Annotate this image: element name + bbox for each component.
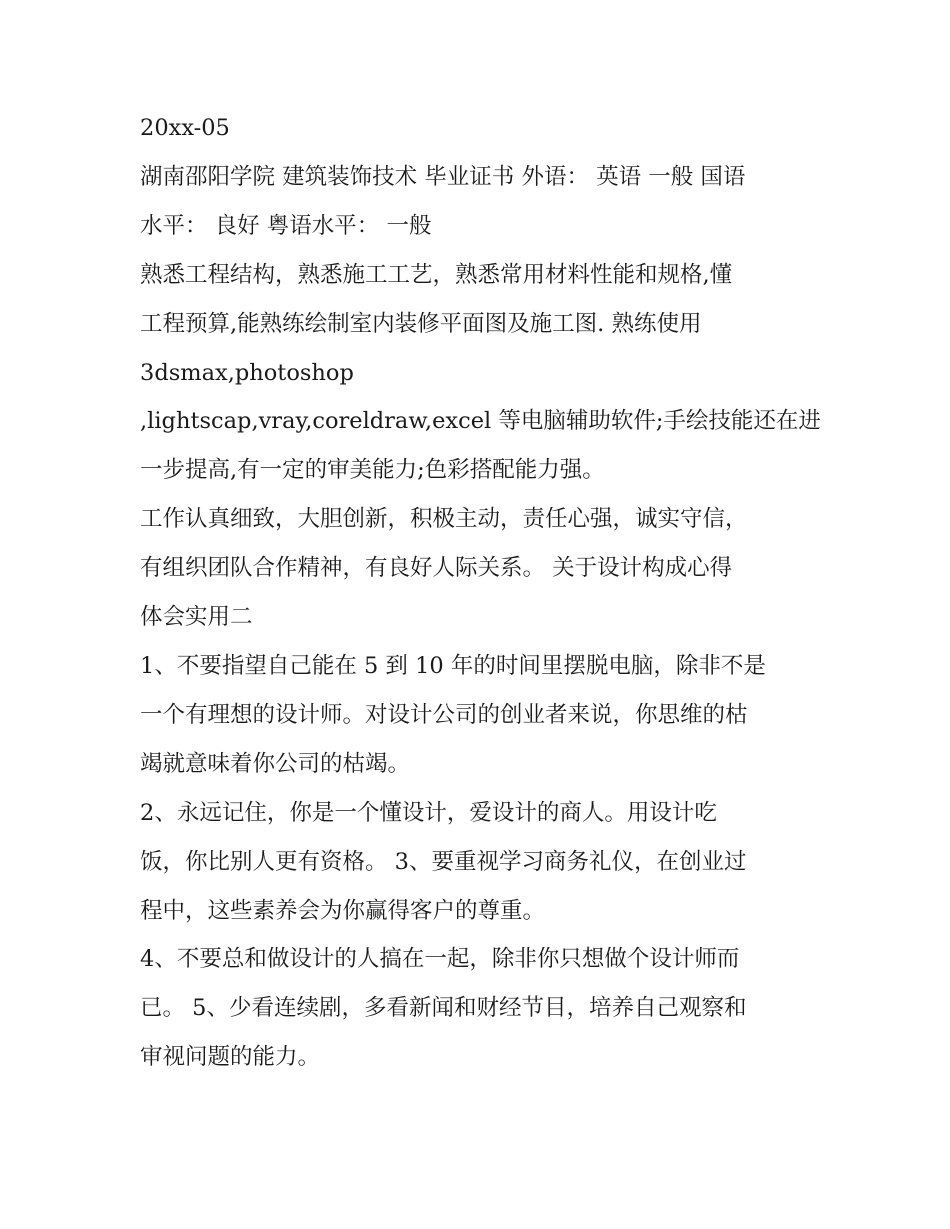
point-4-line-2: 已。 5、少看连续剧，多看新闻和财经节目，培养自己观察和 [140, 995, 747, 1022]
point-2-line-2: 饭，你比别人更有资格。 3、要重视学习商务礼仪，在创业过 [140, 848, 747, 875]
section-heading-line: 体会实用二 [140, 604, 253, 631]
point-5-line-1: 审视问题的能力。 [140, 1044, 321, 1071]
skills-line-4: ,lightscap,vray,coreldraw,excel 等电脑辅助软件;手绘技能还在进 [140, 408, 821, 435]
self-evaluation-line-2: 有组织团队合作精神，有良好人际关系。 关于设计构成心得 [140, 555, 733, 582]
education-line-2: 水平： 良好 粤语水平： 一般 [140, 212, 432, 239]
point-1-line-1: 1、不要指望自己能在 5 到 10 年的时间里摆脱电脑，除非不是 [140, 652, 766, 679]
skills-line-2: 工程预算,能熟练绘制室内装修平面图及施工图. 熟练使用 [140, 310, 702, 337]
education-line-1: 湖南邵阳学院 建筑装饰技术 毕业证书 外语： 英语 一般 国语 [140, 163, 746, 190]
self-evaluation-line-1: 工作认真细致，大胆创新，积极主动，责任心强，诚实守信， [140, 506, 748, 533]
point-4-line-1: 4、不要总和做设计的人搞在一起，除非你只想做个设计师而 [140, 946, 740, 973]
skills-line-5: 一步提高,有一定的审美能力;色彩搭配能力强。 [140, 457, 605, 484]
point-1-line-2: 一个有理想的设计师。对设计公司的创业者来说，你思维的枯 [140, 701, 748, 728]
date-line: 20xx-05 [140, 115, 230, 141]
skills-line-3: 3dsmax,photoshop [140, 359, 354, 386]
point-1-line-3: 竭就意味着你公司的枯竭。 [140, 750, 411, 777]
point-2-line-1: 2、永远记住，你是一个懂设计，爱设计的商人。用设计吃 [140, 799, 717, 826]
document-body [140, 104, 821, 1082]
point-3-line-1: 程中，这些素养会为你赢得客户的尊重。 [140, 897, 546, 924]
skills-line-1: 熟悉工程结构，熟悉施工工艺，熟悉常用材料性能和规格,懂 [140, 261, 733, 288]
